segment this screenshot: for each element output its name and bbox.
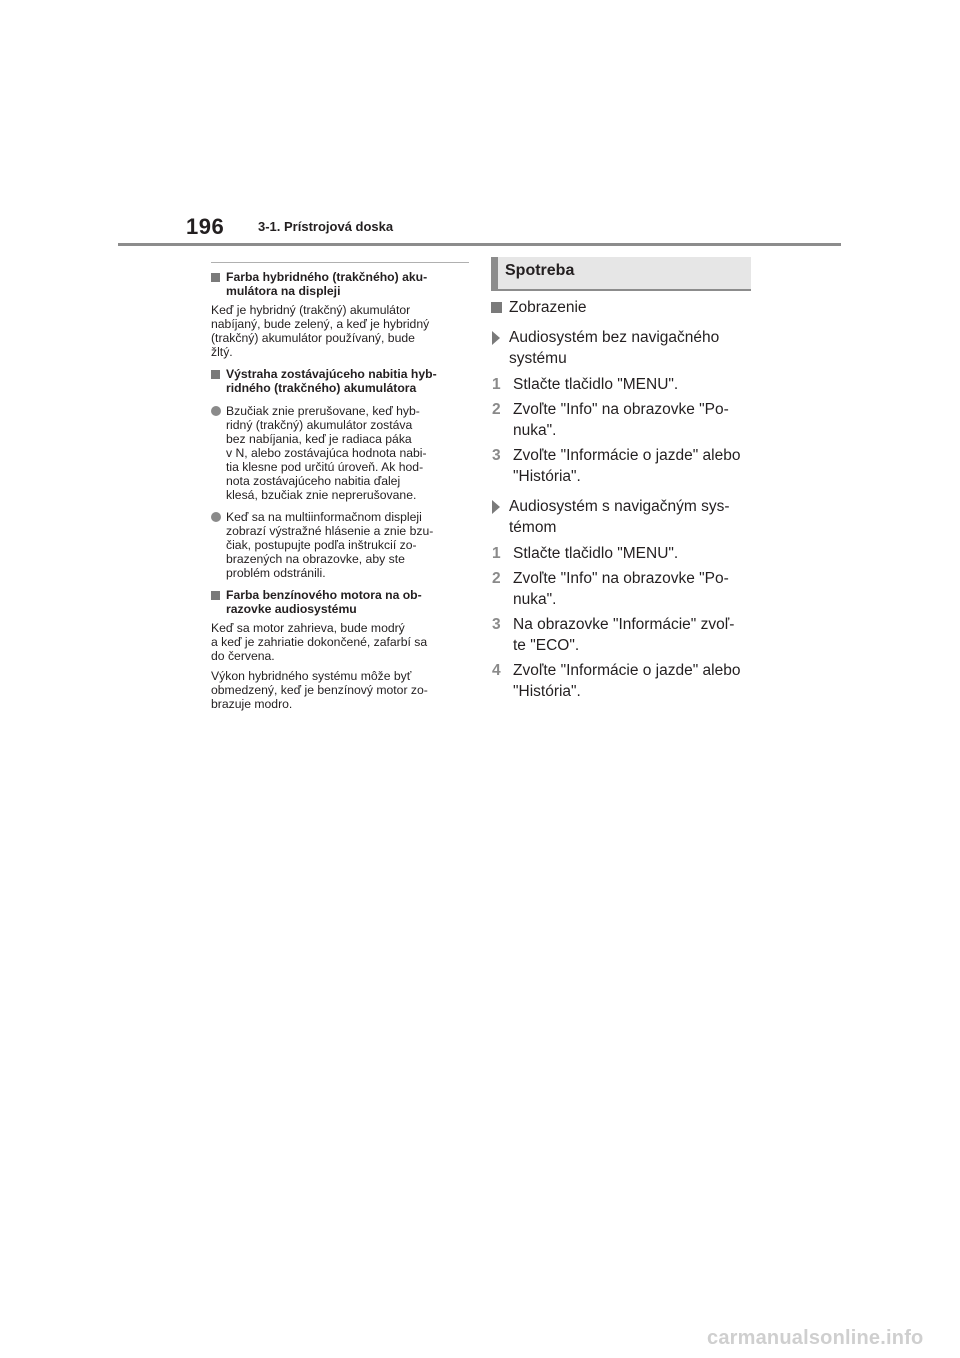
header-rule	[118, 243, 841, 246]
left-column	[211, 262, 469, 711]
heading-consumption	[491, 257, 751, 291]
step-number: 3	[492, 447, 501, 464]
heading-text: Spotreba	[505, 262, 575, 279]
subsection-charge-warning-title: Výstraha zostávajúceho nabitia hyb- ridného (trakčného) akumulátora	[211, 367, 469, 395]
step-number: 2	[492, 570, 501, 587]
subsection-display-title: Zobrazenie	[491, 298, 751, 318]
square-bullet-icon	[491, 302, 502, 313]
step-number: 4	[492, 662, 501, 679]
step: 2 Zvoľte "Info" na obrazovke "Po- nuka".	[492, 570, 729, 608]
bullet-buzzer: Bzučiak znie prerušovane, keď hyb- ridný (trakčný) akumulátor zostáva bez nabíjania, keď je radiaca páka v N, alebo zostávajúca hodnota nabi- tia klesne pod určitú úroveň. Ak hod- nota zostávajúceho nabitia ďalej klesá, bzučiak znie neprerušovane.	[211, 404, 469, 502]
paragraph-battery-color: Keď je hybridný (trakčný) akumulátor nabíjaný, bude zelený, a keď je hybridný (trakčný) akumulátor používaný, bude žltý.	[211, 303, 430, 359]
bullet-warning-message: Keď sa na multiinformačnom displeji zobrazí výstražné hlásenie a znie bzu- čiak, postupujte podľa inštrukcií zo- brazených na obrazovke, aby ste problém odstránili.	[211, 510, 469, 580]
subsection-engine-color-title: Farba benzínového motora na ob- razovke audiosystému	[211, 588, 469, 616]
page-number: 196	[186, 214, 225, 239]
step: 1 Stlačte tlačidlo "MENU".	[492, 545, 679, 562]
circle-bullet-icon	[211, 406, 221, 416]
subsection-battery-color-title: Farba hybridného (trakčného) aku- mulátora na displeji	[211, 270, 469, 298]
arrow-bullet-icon	[492, 500, 500, 514]
circle-bullet-icon	[211, 512, 221, 522]
square-bullet-icon	[211, 273, 220, 282]
step: 2 Zvoľte "Info" na obrazovke "Po- nuka".	[492, 401, 729, 439]
step-number: 1	[492, 376, 501, 393]
square-bullet-icon	[211, 591, 220, 600]
arrow-bullet-icon	[492, 331, 500, 345]
item-audio-with-navigation: Audiosystém s navigačným sys- témom	[491, 496, 751, 538]
paragraph-engine-warmup: Keď sa motor zahrieva, bude modrý a keď je zahriatie dokončené, zafarbí sa do červena.	[211, 621, 428, 663]
square-bullet-icon	[211, 370, 220, 379]
section-title: 3-1. Prístrojová doska	[258, 219, 394, 234]
step: 3 Zvoľte "Informácie o jazde" alebo "História".	[492, 447, 741, 485]
paragraph-hybrid-performance: Výkon hybridného systému môže byť obmedzený, keď je benzínový motor zo- brazuje modro.	[211, 669, 428, 711]
watermark-text: carmanualsonline.info	[707, 1327, 924, 1349]
step-number: 1	[492, 545, 501, 562]
step: 4 Zvoľte "Informácie o jazde" alebo "História".	[492, 662, 741, 700]
step-number: 2	[492, 401, 501, 418]
right-column	[491, 257, 751, 702]
heading-stripe	[491, 257, 498, 289]
step-number: 3	[492, 616, 501, 633]
item-audio-without-navigation: Audiosystém bez navigačného systému	[491, 327, 751, 369]
step: 3 Na obrazovke "Informácie" zvoľ- te "ECO".	[492, 616, 735, 654]
step: 1 Stlačte tlačidlo "MENU".	[492, 376, 679, 393]
